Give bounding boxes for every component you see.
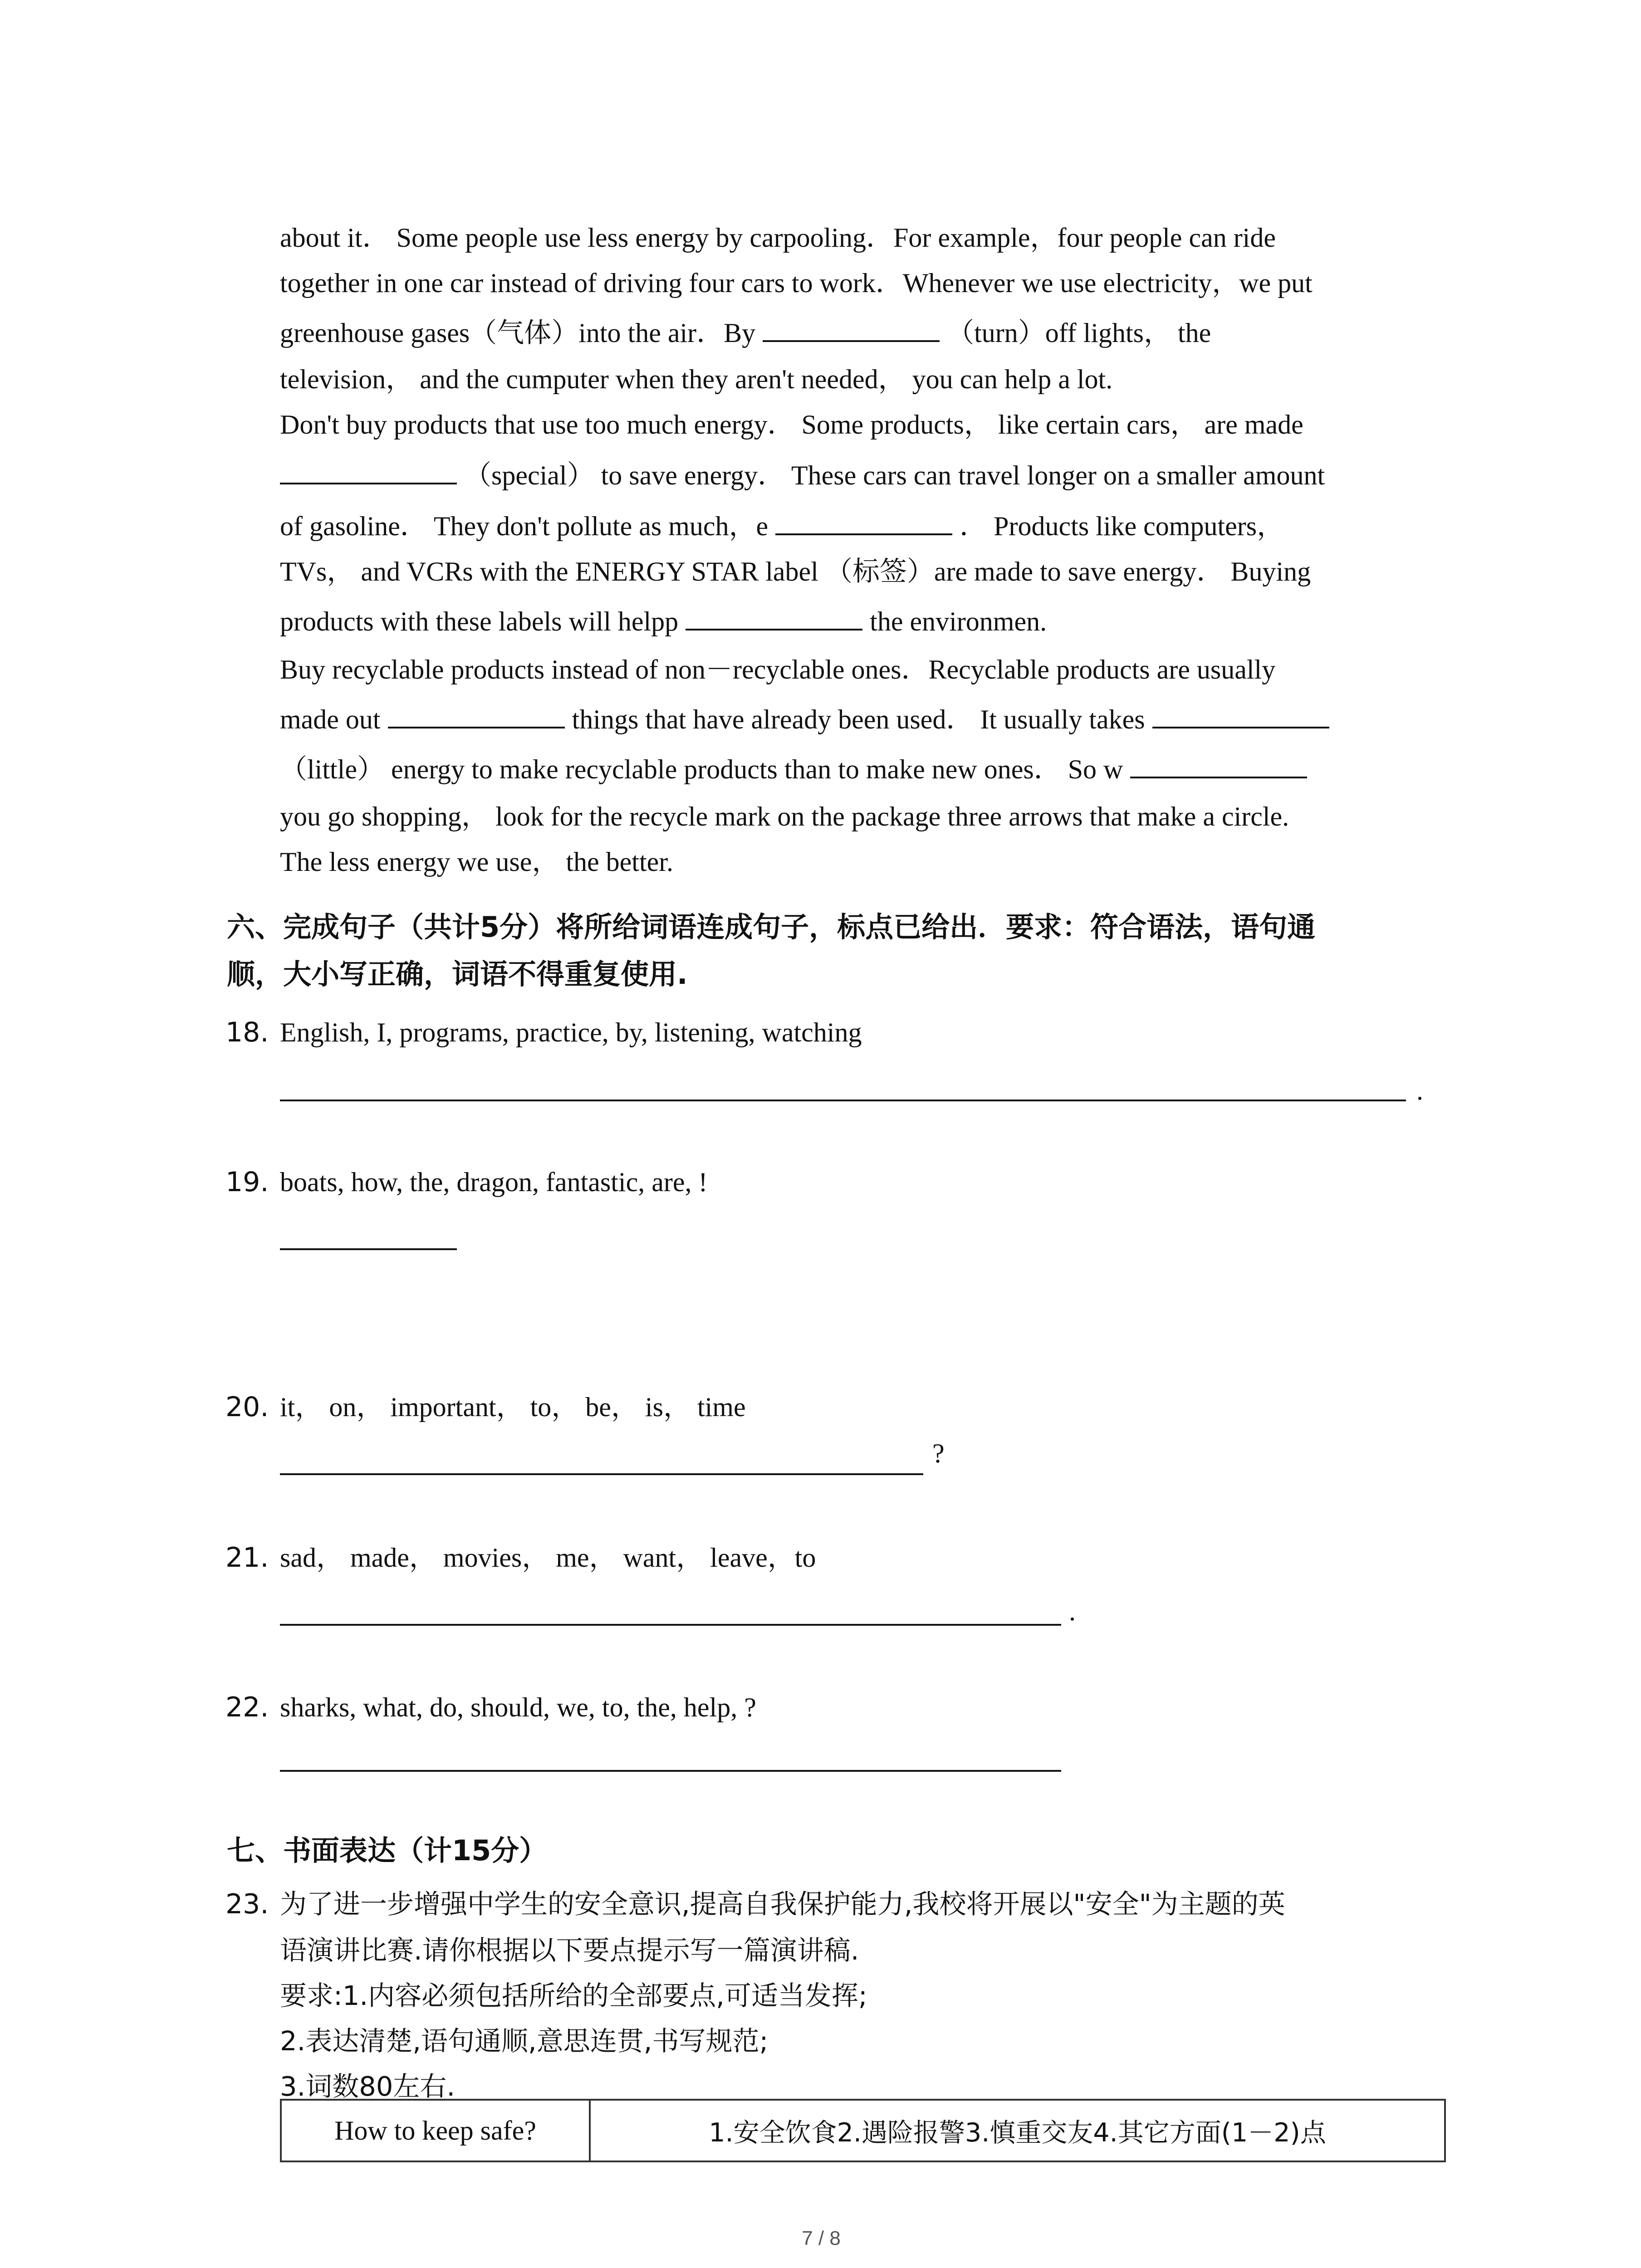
answer-blank[interactable] <box>280 457 457 484</box>
passage-text: the environmen. <box>870 606 1047 636</box>
passage-text: greenhouse gases（气体）into the air．By <box>280 318 756 348</box>
answer-blank[interactable] <box>763 315 940 342</box>
answer-punctuation: . <box>1416 1075 1423 1105</box>
question-words: English, I, programs, practice, by, listening, watching <box>280 1017 862 1047</box>
passage-line-13: you go shopping， look for the recycle mark on the package three arrows that make a circle. <box>280 802 1289 831</box>
answer-line[interactable] <box>280 1624 1061 1626</box>
writing-requirement-1: 要求:1.内容必须包括所给的全部要点,可适当发挥; <box>280 1980 867 2011</box>
answer-punctuation: . <box>1069 1596 1076 1626</box>
passage-line-11 <box>280 701 1337 738</box>
question-words: sad， made， movies， me， want， leave，to <box>280 1543 816 1573</box>
question-number: 23. <box>225 1888 269 1920</box>
section-6-heading-cont: 顺，大小写正确，词语不得重复使用. <box>227 958 688 991</box>
passage-line-14: The less energy we use， the better. <box>280 847 673 877</box>
passage-line-3 <box>280 315 1211 351</box>
passage-line-10: Buy recyclable products instead of non－recyclable ones．Recyclable products are usually <box>280 655 1276 684</box>
answer-line[interactable] <box>280 1100 1406 1101</box>
table-row <box>281 2100 1445 2161</box>
question-number: 21. <box>225 1542 269 1574</box>
passage-line-5: Don't buy products that use too much energy． Some products， like certain cars， are made <box>280 410 1303 440</box>
passage-text: made out <box>280 704 381 734</box>
answer-line[interactable] <box>280 1248 457 1250</box>
question-words: boats, how, the, dragon, fantastic, are, ! <box>280 1167 708 1197</box>
section-7-heading: 七、书面表达（计15分） <box>227 1834 548 1867</box>
passage-text: （little） energy to make recyclable products than to make new ones． So w <box>280 754 1123 784</box>
question-number: 20. <box>225 1391 269 1423</box>
table-cell-points: 1.安全饮食2.遇险报警3.慎重交友4.其它方面(1－2)点 <box>590 2100 1445 2161</box>
writing-requirement-3: 3.词数80左右. <box>280 2071 456 2102</box>
writing-prompt-line-2: 语演讲比赛.请你根据以下要点提示写一篇演讲稿. <box>280 1935 859 1966</box>
passage-text: ． Products like computers， <box>960 511 1284 541</box>
passage-text: of gasoline． They don't pollute as much，e <box>280 511 769 541</box>
passage-line-2: together in one car instead of driving four cars to work．Whenever we use electricity，we put <box>280 268 1313 298</box>
answer-punctuation: ? <box>932 1438 945 1468</box>
passage-line-8: TVs， and VCRs with the ENERGY STAR label （标签）are made to save energy． Buying <box>280 557 1311 587</box>
answer-blank[interactable] <box>775 508 952 535</box>
passage-line-12 <box>280 751 1314 787</box>
key-points-table <box>280 2099 1446 2162</box>
passage-text: products with these labels will helpp <box>280 606 679 636</box>
question-number: 18. <box>225 1017 269 1048</box>
question-number: 19. <box>225 1166 269 1198</box>
passage-line-1: about it． Some people use less energy by carpooling．For example，four people can ride <box>280 223 1276 253</box>
passage-line-9 <box>280 603 1047 640</box>
question-number: 22. <box>225 1691 269 1723</box>
passage-line-6 <box>280 457 1325 494</box>
writing-prompt-line-1: 为了进一步增强中学生的安全意识,提高自我保护能力,我校将开展以"安全"为主题的英 <box>280 1888 1285 1920</box>
passage-text: （turn）off lights， the <box>947 318 1211 348</box>
answer-line[interactable] <box>280 1473 923 1475</box>
question-words: it， on， important， to， be， is， time <box>280 1392 746 1422</box>
passage-line-7 <box>280 508 1284 544</box>
passage-text: things that have already been used． It usually takes <box>572 704 1145 734</box>
answer-blank[interactable] <box>388 701 565 728</box>
question-words: sharks, what, do, should, we, to, the, help, ? <box>280 1692 756 1722</box>
writing-requirement-2: 2.表达清楚,语句通顺,意思连贯,书写规范; <box>280 2025 769 2057</box>
answer-blank[interactable] <box>686 603 862 631</box>
table-cell-topic: How to keep safe? <box>281 2100 590 2161</box>
answer-line[interactable] <box>280 1770 1061 1772</box>
section-6-heading: 六、完成句子（共计5分）将所给词语连成句子，标点已给出．要求：符合语法，语句通 <box>227 910 1316 943</box>
answer-blank[interactable] <box>1152 701 1329 728</box>
passage-text: （special） to save energy． These cars can travel longer on a smaller amount <box>464 460 1325 490</box>
page-number: 7 / 8 <box>802 2227 841 2249</box>
passage-line-4: television， and the cumputer when they aren't needed， you can help a lot. <box>280 364 1113 394</box>
answer-blank[interactable] <box>1130 751 1307 778</box>
